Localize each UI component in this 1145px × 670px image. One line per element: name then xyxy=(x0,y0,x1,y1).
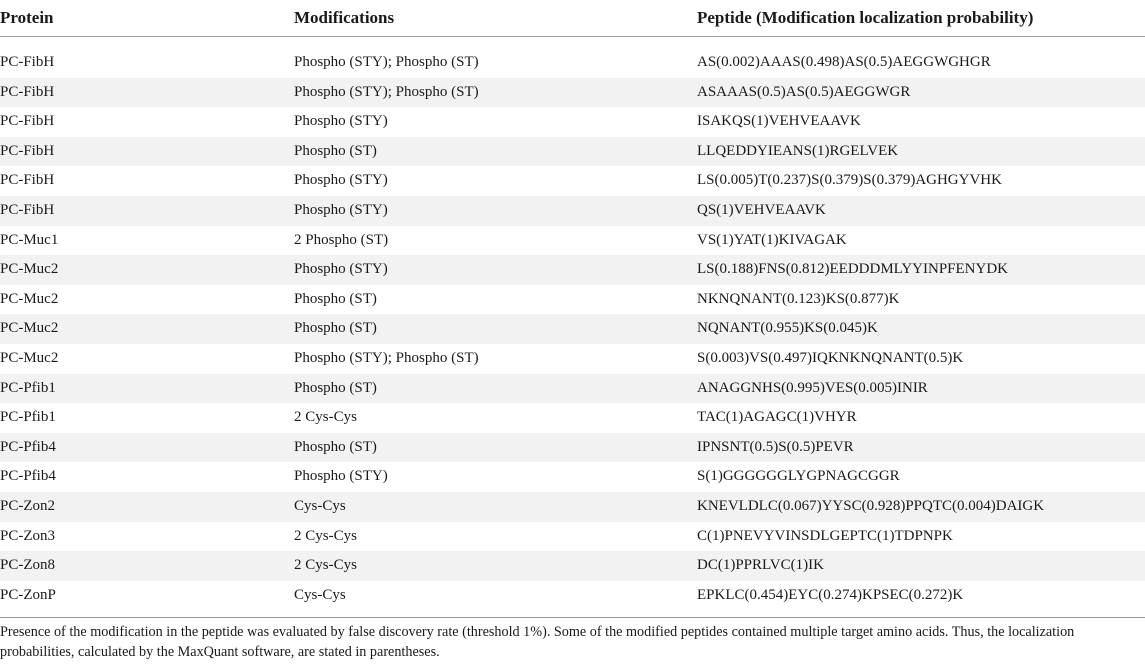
cell-peptide: S(0.003)VS(0.497)IQKNKNQNANT(0.5)K xyxy=(697,349,964,366)
cell-protein: PC-Zon2 xyxy=(0,497,56,514)
cell-protein: PC-Pfib1 xyxy=(0,379,56,396)
table-row xyxy=(0,551,1145,581)
cell-protein: PC-Muc2 xyxy=(0,349,59,366)
cell-peptide: NQNANT(0.955)KS(0.045)K xyxy=(697,320,878,337)
cell-peptide: ASAAAS(0.5)AS(0.5)AEGGWGR xyxy=(697,83,911,100)
cell-modifications: 2 Cys-Cys xyxy=(294,557,357,574)
cell-modifications: 2 Cys-Cys xyxy=(294,409,357,426)
table-header xyxy=(0,0,1145,37)
table-row xyxy=(0,107,1145,137)
cell-protein: PC-Zon8 xyxy=(0,557,56,574)
cell-modifications: Phospho (STY) xyxy=(294,172,388,189)
table-row xyxy=(0,137,1145,167)
cell-peptide: LS(0.188)FNS(0.812)EEDDDMLYYINPFENYDK xyxy=(697,261,1008,278)
table-footnote: Presence of the modification in the peptide was evaluated by false discovery rate (threshold 1%). Some of the modified peptides contained multiple target amino acids. Thus, the localization probabilities, calculated by the MaxQuant software, are stated in parentheses. xyxy=(0,624,1075,661)
table-row xyxy=(0,462,1145,492)
cell-protein: PC-Pfib4 xyxy=(0,468,56,485)
cell-modifications: Phospho (ST) xyxy=(294,142,377,159)
cell-protein: PC-Pfib1 xyxy=(0,409,56,426)
cell-peptide: EPKLC(0.454)EYC(0.274)KPSEC(0.272)K xyxy=(697,586,964,603)
table-row xyxy=(0,226,1145,256)
cell-modifications: Phospho (STY); Phospho (ST) xyxy=(294,83,479,100)
table-body xyxy=(0,37,1145,610)
cell-peptide: ANAGGNHS(0.995)VES(0.005)INIR xyxy=(697,379,928,396)
cell-protein: PC-Muc2 xyxy=(0,320,59,337)
table-row xyxy=(0,403,1145,433)
header-peptide: Peptide (Modification localization probability) xyxy=(697,8,1034,27)
cell-peptide: S(1)GGGGGGLYGPNAGCGGR xyxy=(697,468,900,485)
table-row xyxy=(0,255,1145,285)
cell-protein: PC-Muc2 xyxy=(0,261,59,278)
cell-peptide: NKNQNANT(0.123)KS(0.877)K xyxy=(697,290,900,307)
cell-peptide: ISAKQS(1)VEHVEAAVK xyxy=(697,113,861,130)
cell-modifications: Cys-Cys xyxy=(294,586,346,603)
cell-protein: PC-FibH xyxy=(0,54,55,70)
cell-peptide: KNEVLDLC(0.067)YYSC(0.928)PPQTC(0.004)DAIGK xyxy=(697,497,1045,514)
table-row xyxy=(0,433,1145,463)
cell-protein: PC-FibH xyxy=(0,201,55,218)
cell-modifications: 2 Phospho (ST) xyxy=(294,231,389,248)
table-row xyxy=(0,196,1145,226)
cell-modifications: Phospho (ST) xyxy=(294,379,377,396)
cell-modifications: Phospho (STY) xyxy=(294,201,388,218)
table-row xyxy=(0,522,1145,552)
cell-modifications: 2 Cys-Cys xyxy=(294,527,357,544)
table-row xyxy=(0,314,1145,344)
cell-peptide: LLQEDDYIEANS(1)RGELVEK xyxy=(697,142,899,159)
table-row xyxy=(0,285,1145,315)
cell-protein: PC-ZonP xyxy=(0,586,56,603)
cell-protein: PC-FibH xyxy=(0,113,55,130)
cell-modifications: Phospho (STY) xyxy=(294,113,388,130)
cell-peptide: QS(1)VEHVEAAVK xyxy=(697,201,826,218)
cell-modifications: Cys-Cys xyxy=(294,497,346,514)
table-row xyxy=(0,344,1145,374)
cell-modifications: Phospho (STY) xyxy=(294,261,388,278)
cell-peptide: AS(0.002)AAAS(0.498)AS(0.5)AEGGWGHGR xyxy=(697,54,991,70)
table-row xyxy=(0,78,1145,108)
cell-peptide: DC(1)PPRLVC(1)IK xyxy=(697,557,824,574)
cell-peptide: VS(1)YAT(1)KIVAGAK xyxy=(697,231,847,248)
cell-protein: PC-FibH xyxy=(0,83,55,100)
header-protein: Protein xyxy=(0,8,54,27)
cell-modifications: Phospho (ST) xyxy=(294,438,377,455)
cell-protein: PC-Zon3 xyxy=(0,527,56,544)
cell-modifications: Phospho (STY); Phospho (ST) xyxy=(294,349,479,366)
cell-modifications: Phospho (ST) xyxy=(294,320,377,337)
cell-modifications: Phospho (STY); Phospho (ST) xyxy=(294,54,479,70)
table-row xyxy=(0,581,1145,611)
cell-protein: PC-Muc1 xyxy=(0,231,59,248)
cell-protein: PC-Pfib4 xyxy=(0,438,56,455)
table-row xyxy=(0,48,1145,78)
table-row xyxy=(0,492,1145,522)
cell-modifications: Phospho (ST) xyxy=(294,290,377,307)
header-modifications: Modifications xyxy=(294,8,395,27)
cell-protein: PC-FibH xyxy=(0,142,55,159)
cell-peptide: TAC(1)AGAGC(1)VHYR xyxy=(697,409,857,426)
cell-peptide: LS(0.005)T(0.237)S(0.379)S(0.379)AGHGYVHK xyxy=(697,172,1002,189)
cell-modifications: Phospho (STY) xyxy=(294,468,388,485)
table-row xyxy=(0,166,1145,196)
table-row xyxy=(0,374,1145,404)
cell-peptide: C(1)PNEVYVINSDLGEPTC(1)TDPNPK xyxy=(697,527,953,544)
cell-protein: PC-Muc2 xyxy=(0,290,59,307)
cell-peptide: IPNSNT(0.5)S(0.5)PEVR xyxy=(697,438,854,455)
cell-protein: PC-FibH xyxy=(0,172,55,189)
